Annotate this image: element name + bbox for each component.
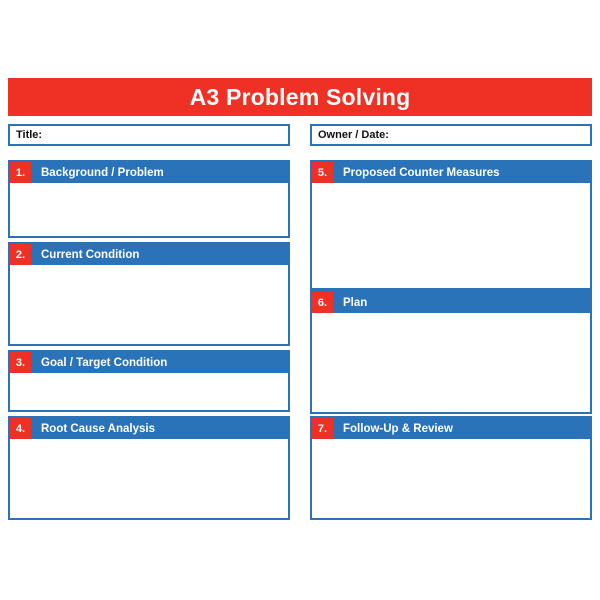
section-title: Proposed Counter Measures <box>343 166 500 179</box>
section-content-area[interactable] <box>312 313 590 412</box>
section-number-badge: 2. <box>10 244 31 265</box>
section-header <box>10 244 288 265</box>
section-goal-target-condition <box>8 350 290 412</box>
section-content-area[interactable] <box>312 439 590 518</box>
section-number-badge: 6. <box>312 292 333 313</box>
section-header <box>10 162 288 183</box>
section-header <box>312 292 590 313</box>
page-title: A3 Problem Solving <box>189 83 411 110</box>
section-header <box>10 352 288 373</box>
section-background-problem <box>8 160 290 238</box>
owner-date-label: Owner / Date: <box>318 129 389 141</box>
section-title: Plan <box>343 296 368 309</box>
section-content-area[interactable] <box>10 183 288 236</box>
section-proposed-counter-measures <box>310 160 592 290</box>
section-header <box>312 418 590 439</box>
section-root-cause-analysis <box>8 416 290 520</box>
section-number-badge: 5. <box>312 162 333 183</box>
section-content-area[interactable] <box>10 439 288 518</box>
section-header <box>10 418 288 439</box>
title-field[interactable] <box>8 124 290 146</box>
section-number-badge: 1. <box>10 162 31 183</box>
owner-date-field[interactable] <box>310 124 592 146</box>
section-content-area[interactable] <box>10 373 288 410</box>
section-content-area[interactable] <box>10 265 288 344</box>
section-current-condition <box>8 242 290 346</box>
section-number-badge: 3. <box>10 352 31 373</box>
section-title: Background / Problem <box>41 166 164 179</box>
section-title: Root Cause Analysis <box>41 422 155 435</box>
section-title: Current Condition <box>41 248 140 261</box>
title-label: Title: <box>16 129 43 141</box>
section-title: Follow-Up & Review <box>343 422 453 435</box>
document-title-banner <box>8 78 592 116</box>
section-number-badge: 7. <box>312 418 333 439</box>
section-plan <box>310 290 592 414</box>
section-content-area[interactable] <box>312 183 590 288</box>
section-follow-up-review <box>310 416 592 520</box>
section-header <box>312 162 590 183</box>
section-number-badge: 4. <box>10 418 31 439</box>
section-title: Goal / Target Condition <box>41 356 168 369</box>
